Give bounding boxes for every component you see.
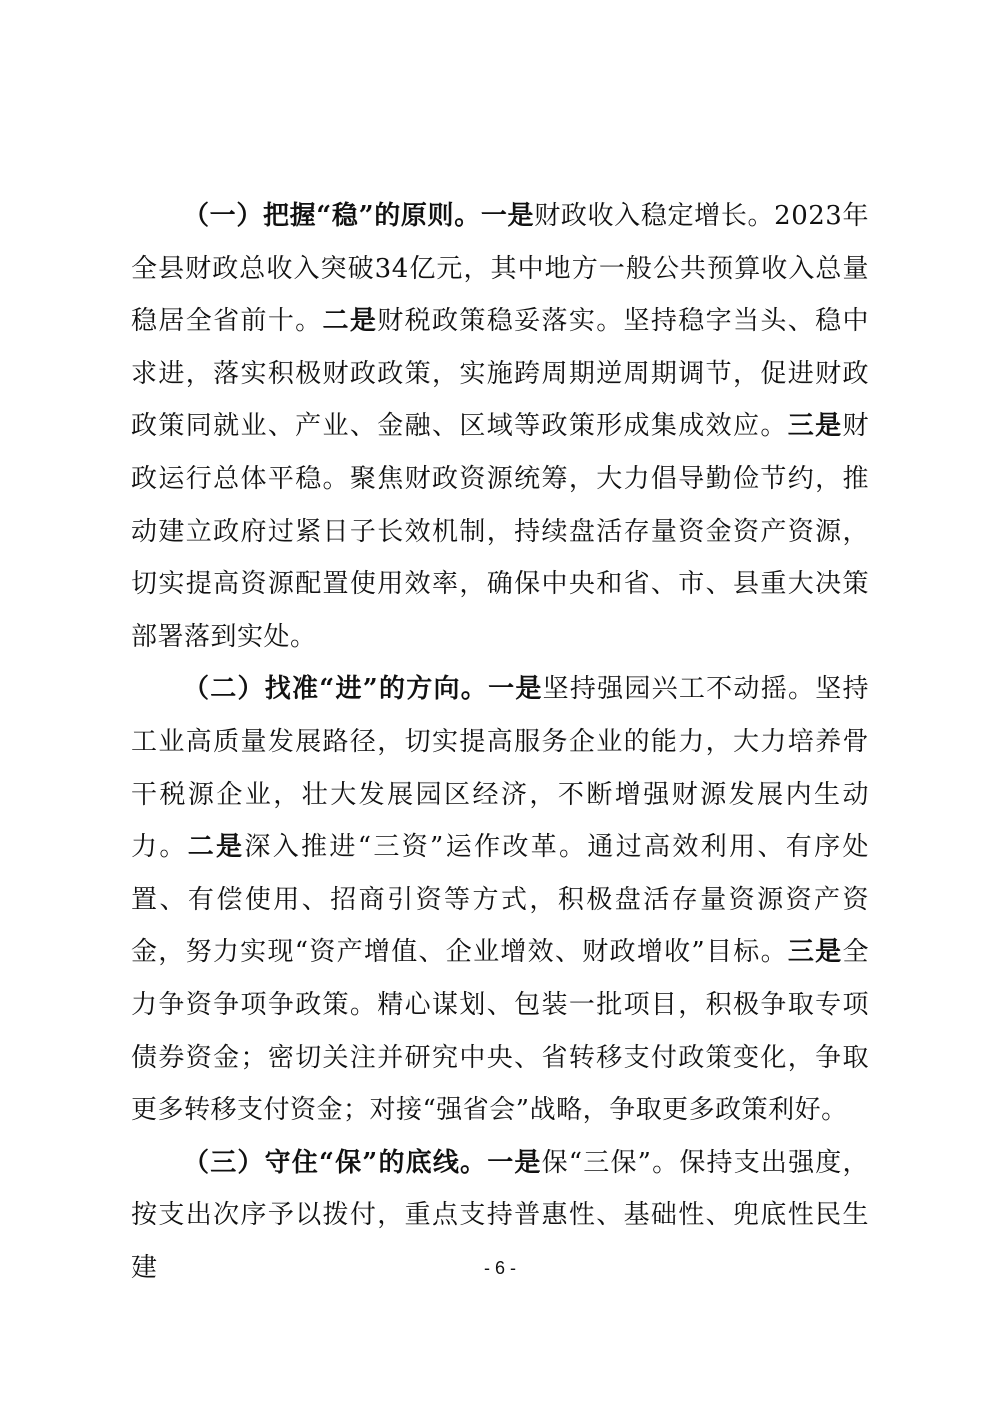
point-lead: 二是 (187, 832, 245, 863)
section-heading: （一）把握“稳”的原则。 (183, 201, 481, 231)
point-lead: 三是 (787, 411, 843, 442)
point-text: 坚持强园兴工不动摇。坚持工业高质量发展路径，切实提高服务企业的能力，大力培养骨干税源企业，壮大发展园区经济，不断增强财源发展内生动力。 (131, 674, 869, 863)
point-text: 保“三保”。保持支出强度，按支出次序予以拨付，重点支持普惠性、基础性、兜底性民生建 (131, 1147, 869, 1283)
paragraph-stability (131, 190, 869, 663)
point-lead: 一是 (488, 674, 543, 705)
document-body (131, 190, 869, 1294)
page-number: - 6 - (483, 1258, 516, 1278)
point-text: 财税政策稳妥落实。坚持稳字当头、稳中求进，落实积极财政政策，实施跨周期逆周期调节，促进财政政策同就业、产业、金融、区域等政策形成集成效应。 (131, 306, 869, 442)
point-lead: 一是 (487, 1147, 542, 1178)
paragraph-progress (131, 663, 869, 1136)
point-text: 财政收入稳定增长。2023年全县财政总收入突破34亿元，其中地方一般公共预算收入总量稳居全省前十。 (131, 201, 869, 337)
section-heading: （三）守住“保”的底线。 (183, 1147, 488, 1178)
point-text: 深入推进“三资”运作改革。通过高效利用、有序处置、有偿使用、招商引资等方式，积极盘活存量资源资产资金，努力实现“资产增值、企业增效、财政增收”目标。 (131, 832, 869, 968)
point-lead: 三是 (787, 937, 843, 968)
section-heading: （二）找准“进”的方向。 (183, 674, 489, 705)
point-text: 全力争资争项争政策。精心谋划、包装一批项目，积极争取专项债券资金；密切关注并研究中央、省转移支付政策变化，争取更多转移支付资金；对接“强省会”战略，争取更多政策利好。 (131, 937, 869, 1126)
point-lead: 二是 (322, 306, 378, 337)
point-lead: 一是 (480, 201, 535, 231)
point-text: 财政运行总体平稳。聚焦财政资源统筹，大力倡导勤俭节约，推动建立政府过紧日子长效机制，持续盘活存量资金资产资源，切实提高资源配置使用效率，确保中央和省、市、县重大决策部署落到实处。 (131, 411, 869, 652)
